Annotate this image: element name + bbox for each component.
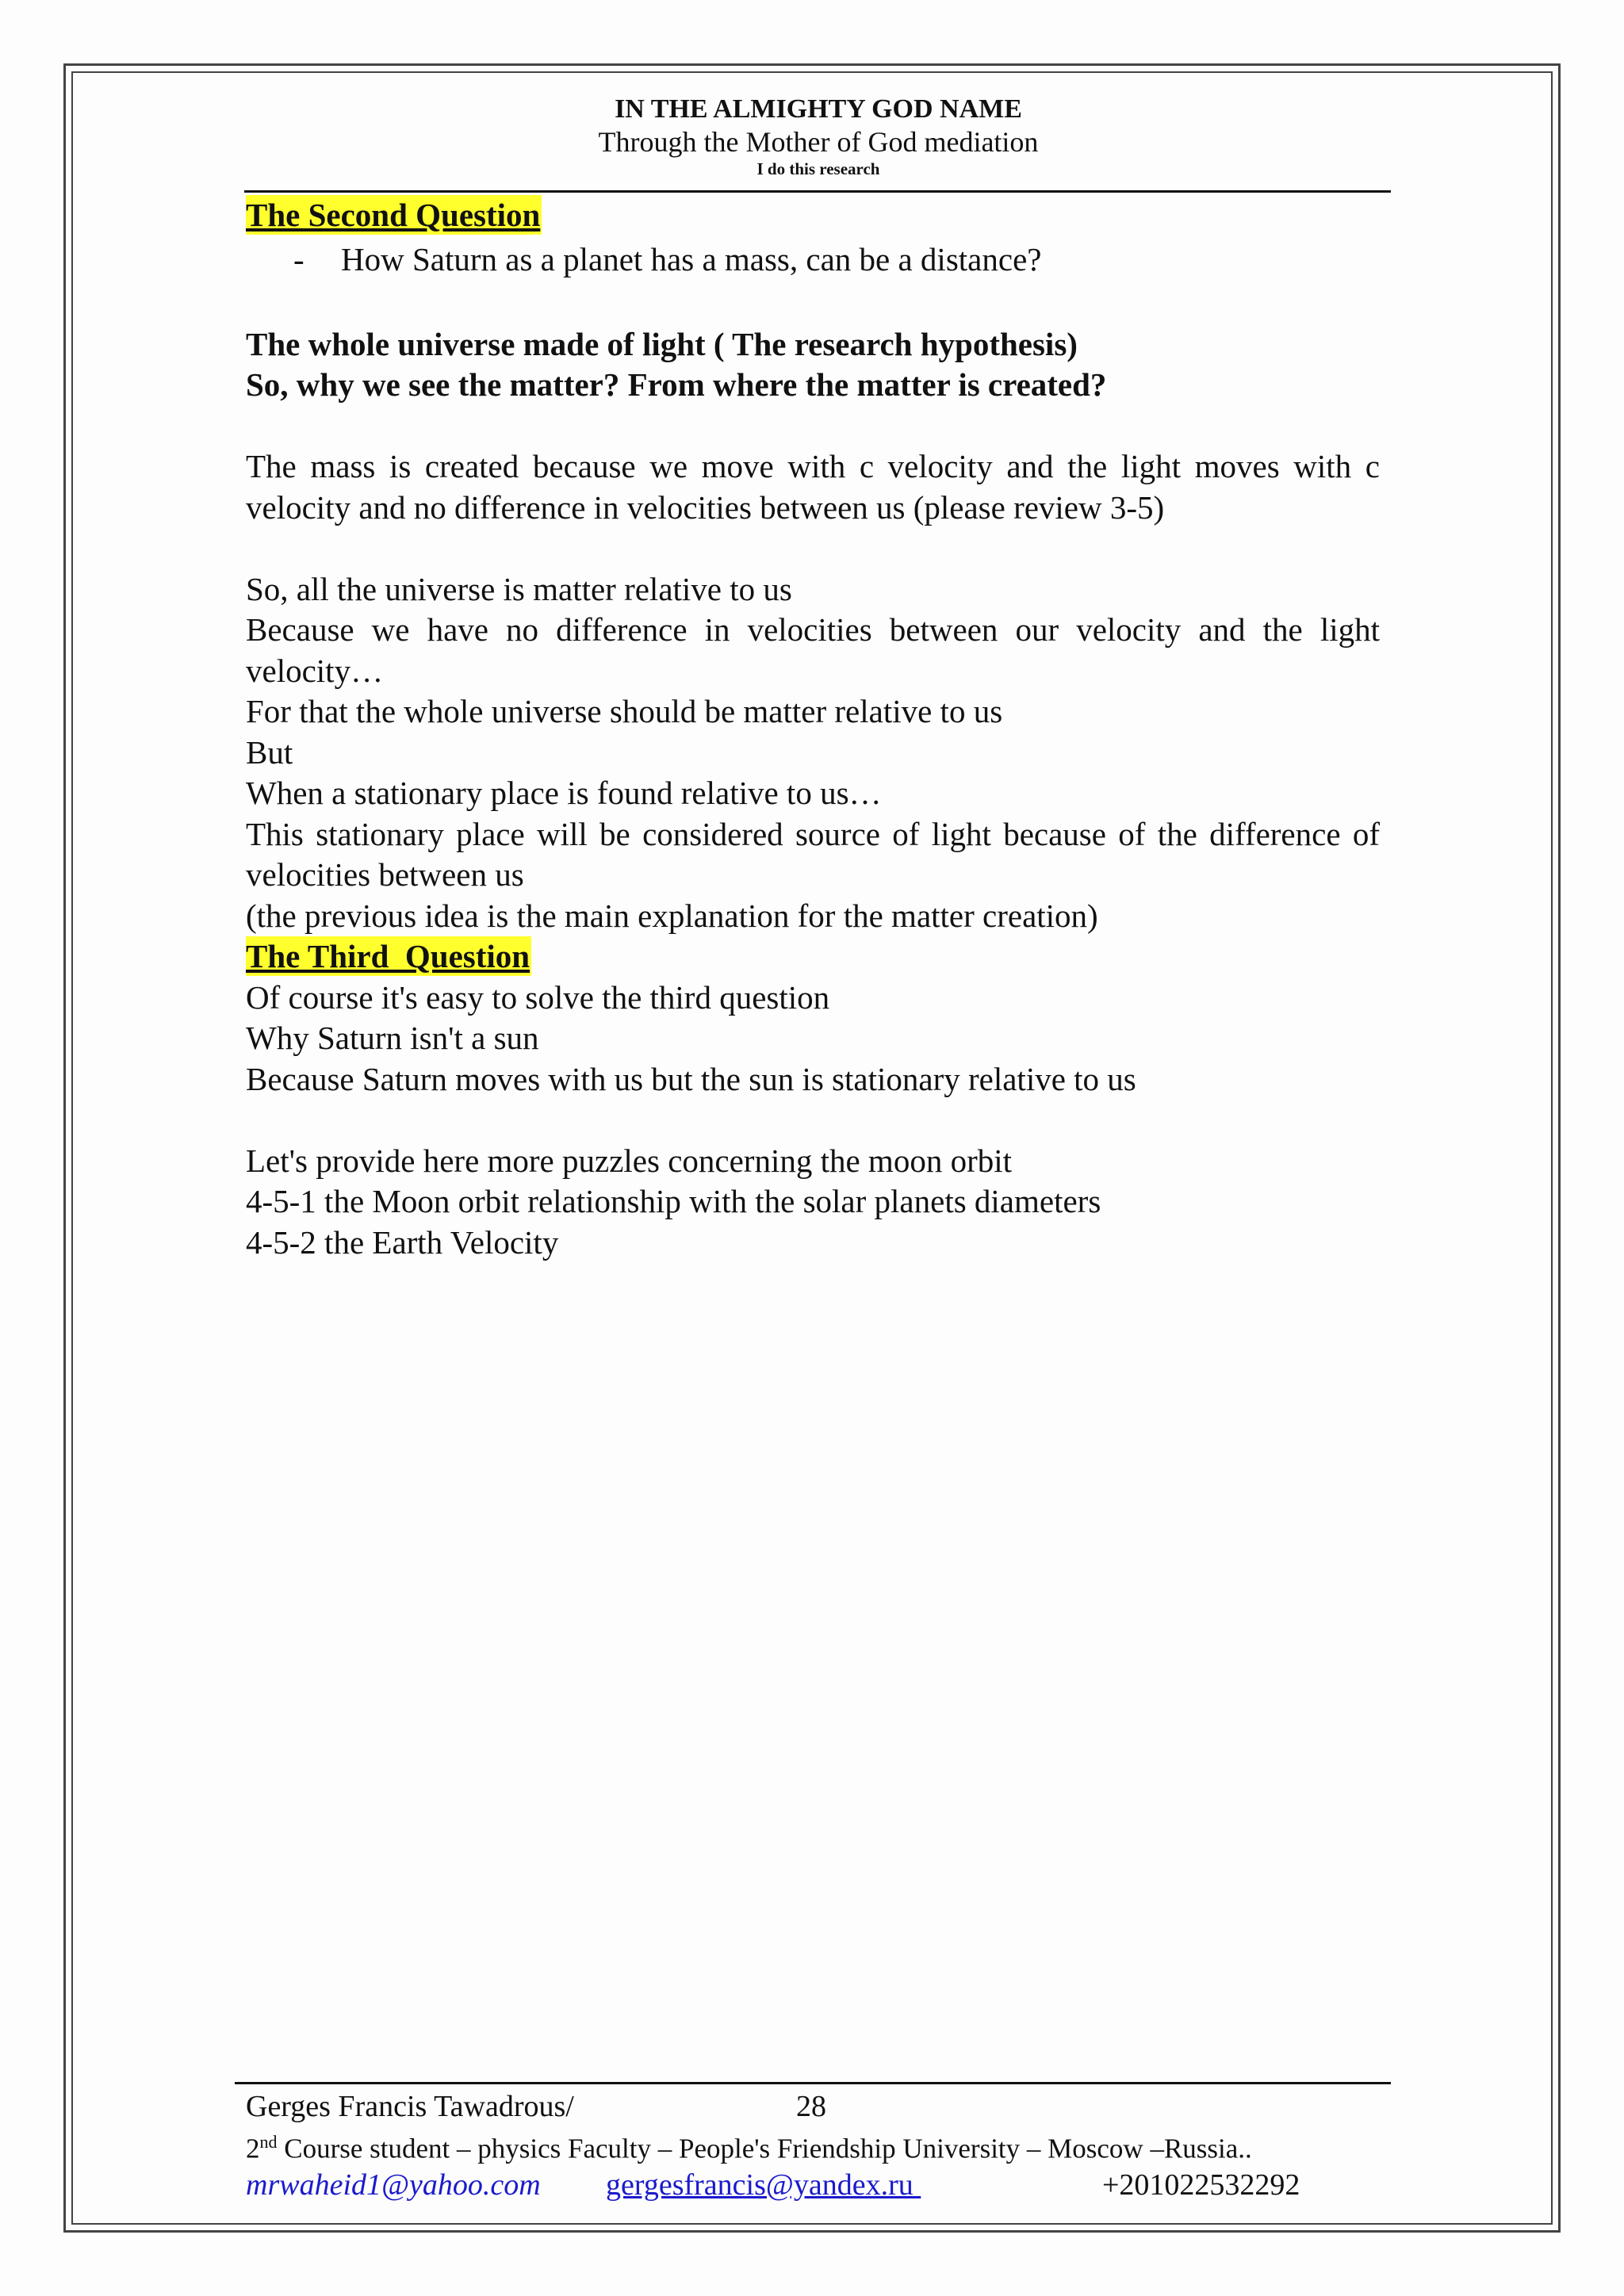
second-question-heading: The Second Question (246, 197, 541, 233)
text-line: 4-5-2 the Earth Velocity (246, 1223, 559, 1261)
bullet-dash: - (293, 240, 304, 277)
bullet-text: How Saturn as a planet has a mass, can be a distance? (341, 240, 1042, 277)
header-title: IN THE ALMIGHTY GOD NAME (615, 94, 1022, 124)
phone-number: +201022532292 (1102, 2168, 1300, 2202)
stationary-paragraph: This stationary place will be considered source of light because of the difference of velocities between us (246, 815, 1380, 893)
text-line: So, all the universe is matter relative to us (246, 570, 792, 607)
text-line: For that the whole universe should be matter relative to us (246, 693, 1003, 729)
course-ordinal-suffix: nd (259, 2132, 278, 2152)
third-question-heading: The Third Question (246, 938, 530, 974)
course-ordinal: 2 (246, 2133, 260, 2164)
email-yahoo[interactable]: mrwaheid1@yahoo.com (246, 2168, 541, 2202)
hypothesis-question: So, why we see the matter? From where the matter is created? (246, 366, 1107, 403)
footer-contact-row (246, 2167, 1388, 2203)
page-footer (246, 2088, 1388, 2203)
text-line: Why Saturn isn't a sun (246, 1020, 539, 1056)
header-rule (244, 190, 1391, 193)
text-line: When a stationary place is found relative to us… (246, 775, 882, 811)
because-paragraph: Because we have no difference in velocities between our velocity and the light velocity… (246, 611, 1380, 689)
text-line: Because Saturn moves with us but the sun is stationary relative to us (246, 1060, 1136, 1097)
page-header (246, 94, 1391, 179)
course-text: Course student – physics Faculty – People's Friendship University – Moscow –Russia.. (277, 2133, 1252, 2164)
email-yandex-link[interactable]: gergesfrancis@yandex.ru (606, 2168, 921, 2202)
footer-author-row (246, 2088, 1388, 2125)
page-body (246, 195, 1380, 1263)
footer-author: Gerges Francis Tawadrous/ (246, 2090, 574, 2123)
bullet-item (246, 239, 1380, 281)
header-note: I do this research (756, 159, 880, 178)
footer-rule (235, 2082, 1391, 2084)
header-subtitle: Through the Mother of God mediation (598, 126, 1039, 158)
text-line: Let's provide here more puzzles concerning the moon orbit (246, 1142, 1013, 1179)
footer-course-row (246, 2125, 1388, 2167)
previous-idea-line: (the previous idea is the main explanation for the matter creation) (246, 897, 1098, 934)
text-line: Of course it's easy to solve the third question (246, 978, 830, 1016)
second-question-heading-line (246, 195, 1380, 236)
hypothesis-line: The whole universe made of light ( The research hypothesis) (246, 325, 1078, 362)
third-question-heading-line (246, 936, 1380, 978)
text-line: 4-5-1 the Moon orbit relationship with the solar planets diameters (246, 1183, 1101, 1219)
mass-paragraph: The mass is created because we move with c velocity and the light moves with c velocity and no difference in velocities between us (please review 3-5) (246, 448, 1380, 526)
text-line: But (246, 733, 293, 771)
page-number: 28 (796, 2090, 826, 2123)
